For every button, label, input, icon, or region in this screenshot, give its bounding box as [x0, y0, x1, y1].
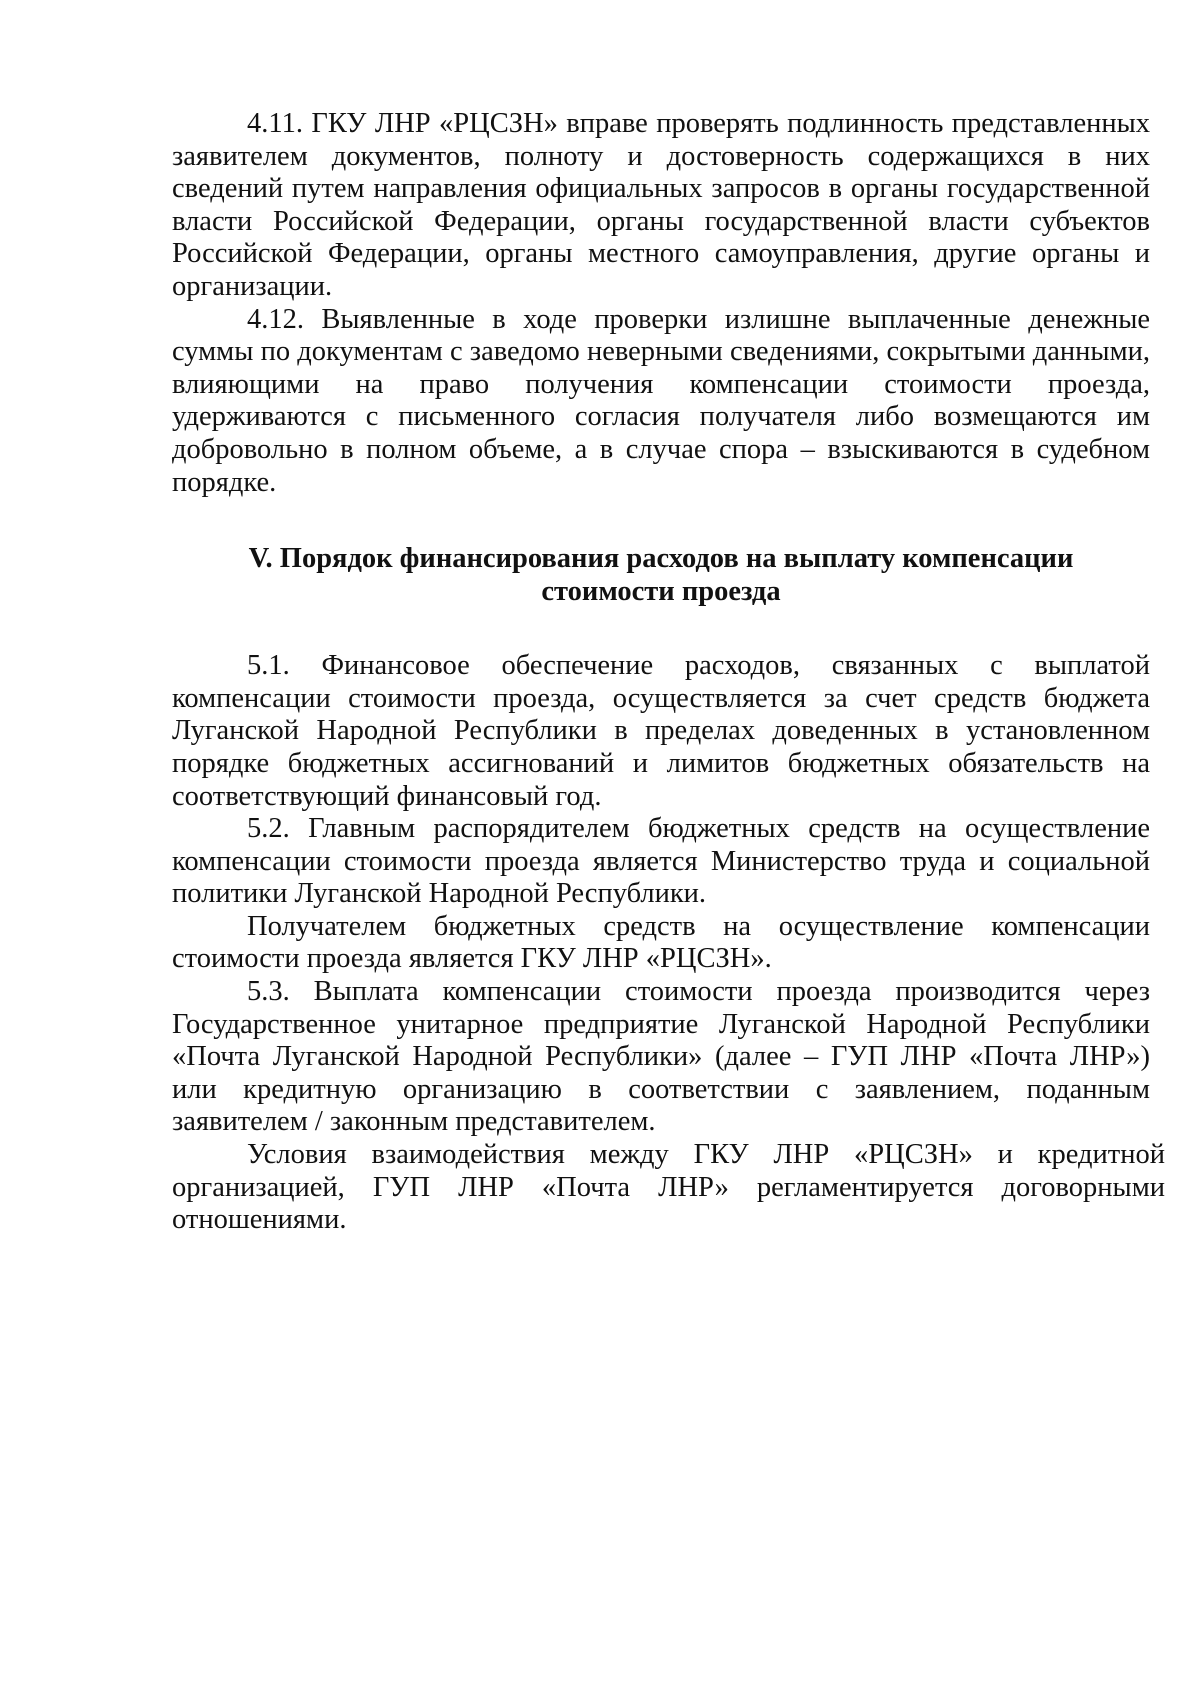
paragraph-5-3: 5.3. Выплата компенсации стоимости проезда производится через Государственное унитарное предприятие Луганской Народной Республики «Почта Луганской Народной Республики» (далее – ГУП ЛНР «Почта ЛНР») или кредитную организацию в соответствии с заявлением, поданным заявителем / законным представителем.	[172, 976, 1150, 1138]
paragraph-5-1: 5.1. Финансовое обеспечение расходов, связанных с выплатой компенсации стоимости проезда, осуществляется за счет средств бюджета Луганской Народной Республики в пределах доведенных в установленном порядке бюджетных ассигнований и лимитов бюджетных обязательств на соответствующий финансовый год.	[172, 650, 1150, 812]
paragraph-4-11: 4.11. ГКУ ЛНР «РЦСЗН» вправе проверять подлинность представленных заявителем документов, полноту и достоверность содержащихся в них сведений путем направления официальных запросов в органы государственной власти Российской Федерации, органы государственной власти субъектов Российской Федерации, органы местного самоуправления, другие органы и организации.	[172, 108, 1150, 302]
paragraph-5-2-recipient: Получателем бюджетных средств на осуществление компенсации стоимости проезда является ГКУ ЛНР «РЦСЗН».	[172, 910, 1150, 975]
document-page	[172, 108, 1165, 1237]
section-5-heading: V. Порядок финансирования расходов на выплату компенсации стоимости проезда	[248, 543, 1074, 608]
paragraph-4-12: 4.12. Выявленные в ходе проверки излишне выплаченные денежные суммы по документам с заведомо неверными сведениями, сокрытыми данными, влияющими на право получения компенсации стоимости проезда, удерживаются с письменного согласия получателя либо возмещаются им добровольно в полном объеме, а в случае спора – взыскиваются в судебном порядке.	[172, 303, 1150, 498]
paragraph-5-3-conditions: Условия взаимодействия между ГКУ ЛНР «РЦСЗН» и кредитной организацией, ГУП ЛНР «Почта ЛНР» регламентируется договорными отношениями.	[172, 1139, 1165, 1236]
paragraph-5-2: 5.2. Главным распорядителем бюджетных средств на осуществление компенсации стоимости проезда является Министерство труда и социальной политики Луганской Народной Республики.	[172, 813, 1150, 910]
